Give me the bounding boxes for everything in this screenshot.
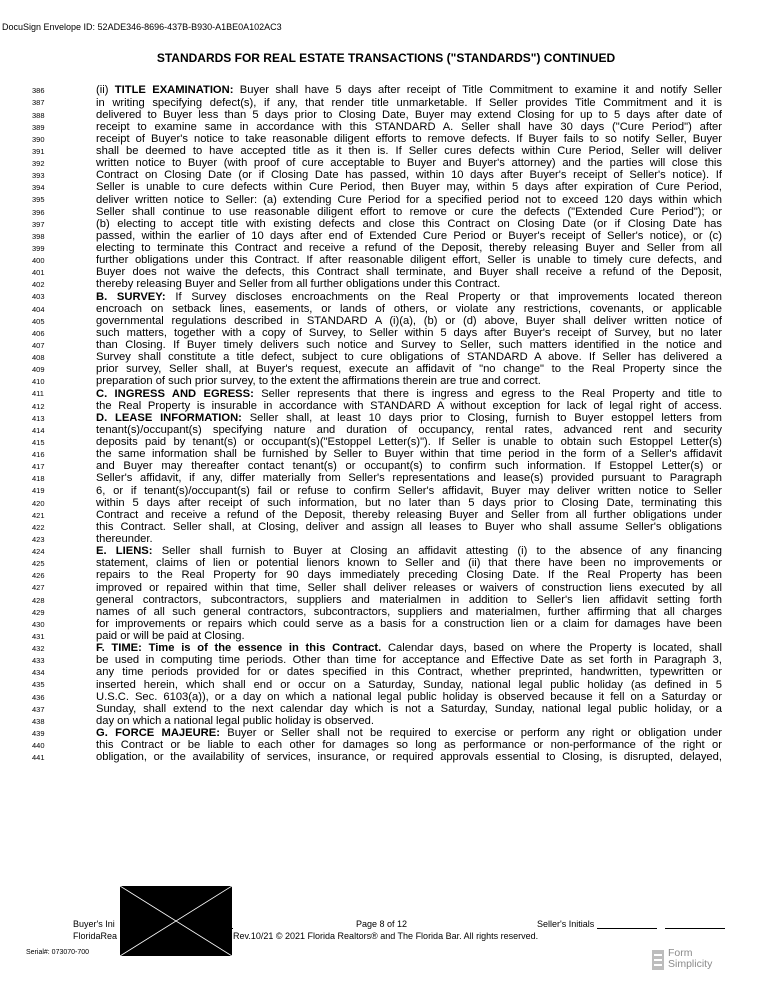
text-run: passed, within the earlier of 10 days after end of Extended Cure Period or Buyer's receipt of Seller's notice), or (c) <box>96 230 722 242</box>
text-run: day on which a national legal public holiday is observed. <box>96 715 374 727</box>
text-run: further obligations under this Contract. If after reasonable diligent effort, Seller is unable to timely cure defects, and <box>96 255 722 267</box>
text-run: shall be deemed to have accepted title as it then is. If Seller cures defects within Cure Period, Seller will deliver <box>96 146 722 158</box>
line-number: 420 <box>32 498 45 508</box>
line-number: 412 <box>32 401 45 411</box>
document-line <box>32 679 722 691</box>
text-run: written notice to Buyer (with proof of cure acceptable to Buyer and Buyer's attorney) and the parties will close this <box>96 158 722 170</box>
line-number: 408 <box>32 353 45 363</box>
line-number: 400 <box>32 256 45 266</box>
line-number: 414 <box>32 425 45 435</box>
line-text <box>96 340 722 351</box>
line-text <box>96 704 722 715</box>
text-run: prior survey, Seller shall, at Buyer's request, execute an affidavit of "no change" to the Real Property since the <box>96 364 722 376</box>
text-run: delivered to Buyer less than 5 days prior to Closing Date, Buyer may extend Closing for up to 5 days after date of <box>96 109 722 121</box>
logo-text-form: Form <box>668 947 693 959</box>
text-run: U.S.C. Sec. 6103(a)), or a day on which a national legal public holiday is observed because it fell on a Saturday or <box>96 691 722 703</box>
document-line <box>32 206 722 218</box>
line-number: 392 <box>32 159 45 169</box>
line-text <box>96 352 722 363</box>
line-number: 424 <box>32 547 45 557</box>
text-run: deliver written notice to Seller: (a) extending Cure Period for a specified period not to exceed 120 days within which <box>96 194 722 206</box>
document-line <box>32 340 722 352</box>
line-text <box>96 364 722 375</box>
document-line <box>32 522 722 534</box>
text-run: this Contract or be liable to each other for damages so long as performance or non-performance of the right or <box>96 740 722 752</box>
section-heading: G. FORCE MAJEURE: <box>96 728 220 740</box>
line-number: 399 <box>32 243 45 253</box>
document-line <box>32 509 722 521</box>
text-run: (ii) <box>96 85 115 97</box>
line-text <box>96 667 722 678</box>
line-text <box>96 122 722 133</box>
line-number: 416 <box>32 450 45 460</box>
text-run: within 5 days after receipt of such information, but no later than 5 days prior to Closing Date, terminating this <box>96 497 722 509</box>
line-number: 418 <box>32 474 45 484</box>
line-text <box>96 170 722 181</box>
line-number: 387 <box>32 98 45 108</box>
document-line <box>32 158 722 170</box>
text-run: the same information shall be furnished by Seller to Buyer within that time period in the form of a Seller's affidavit <box>96 449 722 461</box>
document-line <box>32 570 722 582</box>
document-line <box>32 425 722 437</box>
line-number: 415 <box>32 437 45 447</box>
seller-initials <box>537 919 725 929</box>
line-number: 393 <box>32 171 45 181</box>
line-number: 394 <box>32 183 45 193</box>
line-number: 426 <box>32 571 45 581</box>
document-line <box>32 497 722 509</box>
text-run: thereunder. <box>96 534 153 546</box>
text-run: obligation, or the availability of services, insurance, or required approvals essential to Closing, is disrupted, delayed, <box>96 752 722 764</box>
line-text <box>96 98 722 109</box>
text-run: in writing specifying defect(s), if any, that render title unmarketable. If Seller provides Title Commitment and it is <box>96 97 722 109</box>
text-run: encroach on setback lines, easements, or lands of others, or violate any restrictions, covenants, or applicable <box>96 303 722 315</box>
document-body <box>32 85 722 764</box>
line-number: 396 <box>32 207 45 217</box>
line-text <box>96 692 722 703</box>
revision-line <box>232 931 538 941</box>
line-number: 425 <box>32 559 45 569</box>
line-text <box>96 558 722 569</box>
line-number: 431 <box>32 631 45 641</box>
line-number: 409 <box>32 365 45 375</box>
text-run: If Survey discloses encroachments on the Real Property or that improvements located thereon <box>165 291 722 303</box>
document-line <box>32 279 722 291</box>
line-number: 441 <box>32 753 45 763</box>
line-number: 403 <box>32 292 45 302</box>
document-line <box>32 218 722 230</box>
document-line <box>32 582 722 594</box>
line-text <box>96 279 722 290</box>
line-number: 395 <box>32 195 45 205</box>
line-number: 427 <box>32 583 45 593</box>
text-run: thereby releasing Buyer and Seller from all further obligations under this Contract. <box>96 279 501 291</box>
line-text <box>96 631 722 642</box>
document-line <box>32 619 722 631</box>
form-simplicity-logo <box>651 946 721 974</box>
line-text <box>96 146 722 157</box>
line-text <box>96 376 722 387</box>
page-number: Page 8 of 12 <box>356 919 408 929</box>
document-line <box>32 631 722 643</box>
document-line <box>32 109 722 121</box>
document-line <box>32 752 722 764</box>
text-run: the Real Property is insurable in accordance with STANDARD A without exception for lack of legal right of access. <box>96 400 722 412</box>
line-text <box>96 328 722 339</box>
line-number: 421 <box>32 510 45 520</box>
line-text <box>96 195 722 206</box>
line-number: 386 <box>32 86 45 96</box>
line-text <box>96 461 722 472</box>
line-text <box>96 619 722 630</box>
line-number: 439 <box>32 728 45 738</box>
document-line <box>32 255 722 267</box>
document-line <box>32 315 722 327</box>
text-run: Seller represents that there is ingress and egress to the Real Property and title to <box>253 388 722 400</box>
text-run: be used in computing time periods. Other than time for acceptance and Effective Date as set forth in Paragraph 3, <box>96 655 722 667</box>
line-text <box>96 389 722 400</box>
text-run: names of all such general contractors, subcontractors, suppliers and materialmen, further affirming that all charges <box>96 606 722 618</box>
document-line <box>32 643 722 655</box>
line-text <box>96 437 722 448</box>
document-icon <box>651 949 665 971</box>
redacted-signature-box <box>120 886 232 956</box>
line-text <box>96 607 722 618</box>
document-line <box>32 303 722 315</box>
page-title: STANDARDS FOR REAL ESTATE TRANSACTIONS ("STANDARDS") CONTINUED <box>156 51 616 65</box>
text-run: general contractors, subcontractors, suppliers and materialmen in addition to Seller's lien affidavit setting forth <box>96 594 722 606</box>
section-heading: TITLE EXAMINATION: <box>114 85 234 97</box>
line-number: 417 <box>32 462 45 472</box>
document-line <box>32 146 722 158</box>
line-number: 402 <box>32 280 45 290</box>
line-number: 404 <box>32 304 45 314</box>
document-line <box>32 606 722 618</box>
text-run: Seller shall, at least 10 days prior to Closing, furnish to Buyer estoppel letters from <box>241 412 722 424</box>
line-text <box>96 304 722 315</box>
document-line <box>32 728 722 740</box>
line-number: 413 <box>32 413 45 423</box>
text-run: than Closing. If Buyer timely delivers such notice and Survey to Seller, such matters identified in the notice and <box>96 340 722 352</box>
seller-initials-label: Seller's Initials <box>537 919 595 929</box>
line-text <box>96 655 722 666</box>
line-text <box>96 134 722 145</box>
text-run: (b) electing to accept title with existing defects and close this Contract on Closing Date (or if Closing Date has <box>96 218 722 230</box>
text-run: Contract on Closing Date (or if Closing Date has passed, within 10 days after Buyer's receipt of Seller's notice). If <box>96 170 722 182</box>
text-run: 6, or if tenant(s)/occupant(s) fail or refuse to confirm Seller's affidavit, Buyer may deliver written notice to Seller <box>96 485 722 497</box>
text-run: governmental regulations described in STANDARD A (i)(a), (b) or (d) above, Buyer shall deliver written notice of <box>96 315 722 327</box>
line-number: 388 <box>32 110 45 120</box>
document-line <box>32 388 722 400</box>
line-text <box>96 182 722 193</box>
text-run: Calendar days, based on where the Property is located, shall <box>381 643 722 655</box>
text-run: Survey shall constitute a title defect, subject to cure obligations of STANDARD A above. If Seller has delivered a <box>96 352 722 364</box>
text-run: deposits paid by tenant(s) or occupant(s)("Estoppel Letter(s)"). If Seller is unable to obtain such Estoppel Letter(s) <box>96 437 722 449</box>
line-text <box>96 534 722 545</box>
line-number: 422 <box>32 522 45 532</box>
line-text <box>96 740 722 751</box>
text-run: receipt to examine same in accordance with this STANDARD A. Seller shall have 30 days ("Cure Period") after <box>96 121 722 133</box>
line-text <box>96 207 722 218</box>
section-heading: D. LEASE INFORMATION: <box>96 412 242 424</box>
document-line <box>32 291 722 303</box>
line-text <box>96 243 722 254</box>
line-text <box>96 449 722 460</box>
line-number: 429 <box>32 607 45 617</box>
envelope-id: DocuSign Envelope ID: 52ADE346-8696-437B-B930-A1BE0A102AC3 <box>2 22 282 32</box>
text-run: statement, claims of lien or potential lienors known to Seller and (ii) that there have been no improvements or <box>96 558 722 570</box>
seller-initials-line-1 <box>597 919 657 929</box>
line-number: 391 <box>32 146 45 156</box>
line-number: 419 <box>32 486 45 496</box>
line-text <box>96 486 722 497</box>
line-number: 406 <box>32 328 45 338</box>
line-number: 440 <box>32 741 45 751</box>
document-line <box>32 412 722 424</box>
line-number: 397 <box>32 219 45 229</box>
text-run: for improvements or repairs which could serve as a basis for a construction lien or a claim for damages have been <box>96 618 722 630</box>
document-line <box>32 352 722 364</box>
line-text <box>96 680 722 691</box>
document-line <box>32 194 722 206</box>
text-run: Buyer or Seller shall not be required to exercise or perform any right or obligation under <box>219 728 722 740</box>
text-run: paid or will be paid at Closing. <box>96 631 245 643</box>
line-text <box>96 219 722 230</box>
line-text <box>96 425 722 436</box>
text-run: electing to terminate this Contract and receive a refund of the Deposit, thereby releasing Buyer and Seller from all <box>96 243 722 255</box>
text-run: Seller's affidavit, if any, differ materially from Seller's representations and lease(s) provided pursuant to Paragraph <box>96 473 722 485</box>
seller-initials-line-2 <box>665 919 725 929</box>
section-heading: F. TIME: Time is of the essence in this Contract. <box>96 643 382 655</box>
text-run: tenant(s)/occupant(s) specifying nature and duration of occupancy, rental rates, advanced rent and security <box>96 424 722 436</box>
section-heading: E. LIENS: <box>96 546 153 558</box>
document-line <box>32 691 722 703</box>
document-line <box>32 243 722 255</box>
line-text <box>96 728 722 739</box>
section-heading: B. SURVEY: <box>96 291 166 303</box>
document-line <box>32 231 722 243</box>
text-run: preparation of such prior survey, to the extent the affirmations therein are true and correct. <box>96 376 541 388</box>
line-text <box>96 546 722 557</box>
document-line <box>32 558 722 570</box>
document-line <box>32 267 722 279</box>
text-run: Contract and receive a refund of the Deposit, thereby releasing Buyer and Seller from all further obligations under <box>96 509 722 521</box>
line-number: 410 <box>32 377 45 387</box>
text-run: Seller shall furnish to Buyer at Closing an affidavit attesting (i) to the absence of any financing <box>152 546 722 558</box>
line-text <box>96 158 722 169</box>
text-run: Sunday, shall extend to the next calendar day which is not a Saturday, Sunday, national legal public holiday, or a <box>96 703 722 715</box>
line-text <box>96 522 722 533</box>
document-line <box>32 740 722 752</box>
text-run: Seller shall continue to use reasonable diligent effort to remove or cure the defects ("Extended Cure Period"); or <box>96 206 722 218</box>
serial-number: Serial#: 073070-700 <box>26 949 90 956</box>
document-line <box>32 170 722 182</box>
text-run: and Buyer may thereafter contact tenant(s) or occupant(s) to confirm such information. If Estoppel Letter(s) or <box>96 461 722 473</box>
document-line <box>32 134 722 146</box>
text-run: Seller is unable to cure defects within Cure Period, then Buyer may, within 5 days after expiration of Cure Period, <box>96 182 722 194</box>
buyer-initials-label: Buyer's Ini <box>73 919 115 929</box>
line-text <box>96 473 722 484</box>
document-line <box>32 376 722 388</box>
line-number: 434 <box>32 668 45 678</box>
line-text <box>96 583 722 594</box>
line-text <box>96 267 722 278</box>
line-number: 435 <box>32 680 45 690</box>
text-run: repairs to the Real Property for 90 days immediately preceding Closing Date. If the Real Property has been <box>96 570 722 582</box>
line-number: 398 <box>32 231 45 241</box>
revision-text: Rev.10/21 © 2021 Florida Realtors® and The Florida Bar. All rights reserved. <box>233 931 539 941</box>
document-line <box>32 534 722 546</box>
document-line <box>32 546 722 558</box>
line-text <box>96 110 722 121</box>
logo-text-simplicity: Simplicity <box>668 958 713 971</box>
text-run: improved or repaired within that time, Seller shall deliver releases or waivers of construction liens executed by all <box>96 582 722 594</box>
document-line <box>32 716 722 728</box>
line-number: 390 <box>32 134 45 144</box>
text-run: this Contract. Seller shall, at Closing, deliver and assign all leases to Buyer who shall assume Seller's obligations <box>96 521 722 533</box>
line-text <box>96 643 722 654</box>
line-text <box>96 570 722 581</box>
document-line <box>32 97 722 109</box>
line-text <box>96 595 722 606</box>
line-text <box>96 255 722 266</box>
document-line <box>32 473 722 485</box>
form-code: FloridaRea <box>73 931 118 941</box>
line-number: 438 <box>32 716 45 726</box>
text-run: any time periods provided for or dates specified in this Contract, whether preprinted, handwritten, typewritten or <box>96 667 722 679</box>
line-text <box>96 716 722 727</box>
document-line <box>32 667 722 679</box>
line-text <box>96 413 722 424</box>
document-line <box>32 594 722 606</box>
line-text <box>96 510 722 521</box>
line-number: 433 <box>32 656 45 666</box>
text-run: Buyer does not waive the defects, this Contract shall terminate, and Buyer shall receive a refund of the Deposit, <box>96 267 722 279</box>
document-line <box>32 121 722 133</box>
line-number: 407 <box>32 340 45 350</box>
document-line <box>32 437 722 449</box>
line-text <box>96 316 722 327</box>
text-run: inserted herein, which shall end or occur on a Saturday, Sunday, national legal public holiday (as defined in 5 <box>96 679 722 691</box>
text-run: receipt of Buyer's notice to take reasonable diligent efforts to remove defects. If Buyer fails to so notify Seller, Buyer <box>96 133 722 145</box>
text-run: such matters, together with a copy of Survey, to Seller within 5 days after Buyer's receipt of Survey, but no later <box>96 327 722 339</box>
line-number: 411 <box>32 389 44 399</box>
line-number: 437 <box>32 704 45 714</box>
line-text <box>96 231 722 242</box>
document-line <box>32 364 722 376</box>
line-number: 423 <box>32 534 45 544</box>
section-heading: C. INGRESS AND EGRESS: <box>96 388 254 400</box>
line-text <box>96 752 722 763</box>
line-number: 430 <box>32 619 45 629</box>
text-run: Buyer shall have 5 days after receipt of Title Commitment to examine it and notify Seller <box>233 85 722 97</box>
line-text <box>96 498 722 509</box>
document-line <box>32 485 722 497</box>
line-number: 428 <box>32 595 45 605</box>
line-text <box>96 292 722 303</box>
line-number: 432 <box>32 644 45 654</box>
document-line <box>32 461 722 473</box>
document-line <box>32 400 722 412</box>
document-line <box>32 449 722 461</box>
line-number: 405 <box>32 316 45 326</box>
document-line <box>32 703 722 715</box>
document-line <box>32 655 722 667</box>
document-line <box>32 85 722 97</box>
document-line <box>32 328 722 340</box>
document-line <box>32 182 722 194</box>
line-number: 401 <box>32 268 45 278</box>
line-number: 436 <box>32 692 45 702</box>
line-number: 389 <box>32 122 45 132</box>
line-text <box>96 401 722 412</box>
line-text <box>96 85 722 96</box>
